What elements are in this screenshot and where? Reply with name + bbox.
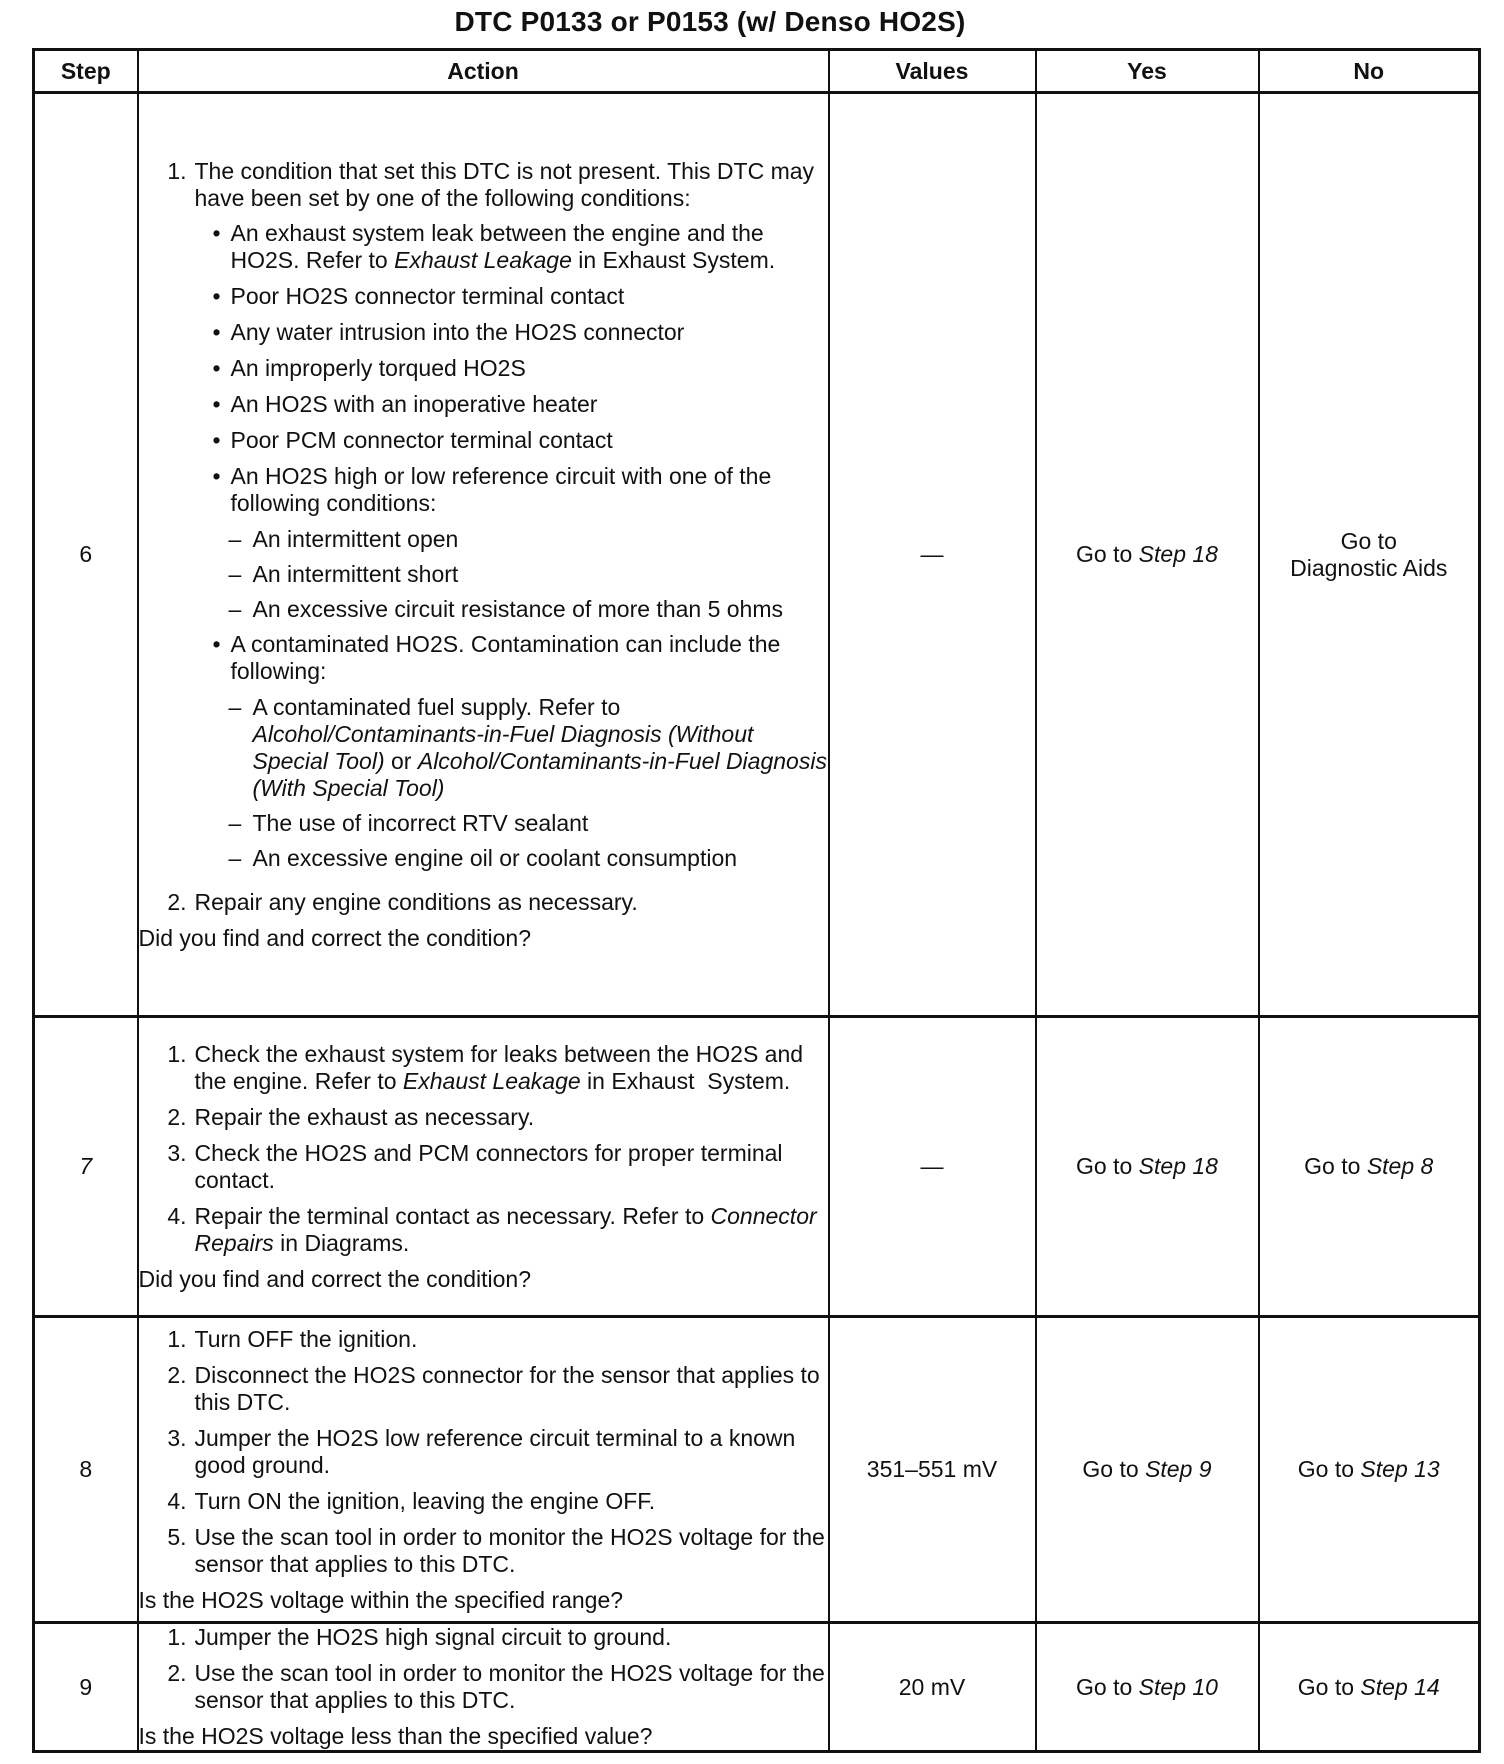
step-index: 1. [167, 1624, 187, 1650]
yes-cell [1036, 1623, 1259, 1752]
dash-text: An intermittent short [252, 560, 459, 587]
header-yes: Yes [1036, 50, 1259, 93]
bullet-icon: • [212, 219, 221, 246]
step-index: 1. [167, 157, 187, 184]
step-text: The condition that set this DTC is not present. This DTC may have been set by one of the following conditions: [194, 157, 815, 211]
action-step [139, 1660, 828, 1714]
bullet-item [195, 427, 828, 454]
text: Repair the terminal contact as necessary. Refer to [194, 1202, 711, 1229]
value-cell [829, 1317, 1036, 1623]
bullet-text: An HO2S high or low reference circuit with one of the following conditions: [230, 462, 772, 516]
yes-cell [1036, 1017, 1259, 1317]
bullet-item [195, 463, 828, 517]
bullet-item [195, 319, 828, 346]
bullet-item [195, 391, 828, 418]
text: in Exhaust System. [571, 246, 776, 273]
bullet-item [195, 355, 828, 382]
value-cell [829, 93, 1036, 1017]
step-ref: Step 10 [1138, 1673, 1218, 1700]
text: Go to [1297, 1456, 1361, 1482]
step-number: 8 [34, 1317, 138, 1623]
reference-link[interactable]: Alcohol/Contaminants-in-Fuel Diagnosis (With Special Tool) [252, 747, 827, 801]
text: Diagnostic Aids [1290, 554, 1448, 581]
step-index: 2. [167, 1103, 187, 1130]
yes-link[interactable] [1076, 541, 1218, 567]
action-step [139, 1104, 828, 1131]
step-number: 7 [34, 1017, 138, 1317]
no-link[interactable] [1298, 1456, 1440, 1482]
dash-item [229, 810, 828, 837]
bullet-item [195, 220, 828, 274]
value-cell [829, 1017, 1036, 1317]
step-index: 1. [167, 1040, 187, 1067]
value-text: 351–551 mV [866, 1456, 998, 1482]
no-cell [1259, 1017, 1480, 1317]
action-step [139, 1624, 828, 1651]
yes-link[interactable] [1076, 1674, 1218, 1700]
header-step: Step [34, 50, 138, 93]
question-text: Did you find and correct the condition? [138, 924, 532, 951]
no-link[interactable] [1304, 1153, 1433, 1179]
step-index: 4. [167, 1202, 187, 1229]
header-action: Action [138, 50, 829, 93]
no-link[interactable] [1298, 1674, 1440, 1700]
action-cell [138, 1017, 829, 1317]
bullet-text: Poor PCM connector terminal contact [230, 426, 613, 453]
no-cell [1259, 1623, 1480, 1752]
text: Go to [1340, 527, 1397, 554]
action-step [139, 1488, 828, 1515]
step-text: Check the HO2S and PCM connectors for proper terminal contact. [194, 1139, 783, 1193]
step-text: Jumper the HO2S high signal circuit to ground. [194, 1624, 672, 1650]
bullet-icon: • [212, 462, 221, 489]
step-index: 2. [167, 1361, 187, 1388]
reference-link[interactable]: Exhaust Leakage [394, 246, 572, 273]
bullet-icon: • [212, 426, 221, 453]
step-text: Use the scan tool in order to monitor the HO2S voltage for the sensor that applies to this DTC. [194, 1523, 825, 1577]
dash-text: The use of incorrect RTV sealant [252, 809, 589, 836]
step-ref: Step 18 [1138, 541, 1218, 567]
dash-text: An intermittent open [252, 525, 459, 552]
bullet-icon: • [212, 282, 221, 309]
text: Go to [1076, 1673, 1139, 1700]
text: An exhaust system leak between the engine and the HO2S. Refer to [230, 219, 764, 273]
bullet-item [195, 631, 828, 685]
text: in Diagrams. [273, 1229, 410, 1256]
dash-item [229, 561, 828, 588]
value-text: 20 mV [898, 1673, 966, 1700]
dash-text: An excessive circuit resistance of more than 5 ohms [252, 595, 784, 622]
dash-icon: – [228, 560, 242, 587]
question-text: Did you find and correct the condition? [138, 1265, 532, 1292]
table-header-row [34, 50, 1480, 93]
action-step [139, 1203, 828, 1257]
dash-item [229, 694, 828, 802]
step-text: Jumper the HO2S low reference circuit terminal to a known good ground. [194, 1424, 796, 1478]
reference-link[interactable]: Exhaust Leakage [402, 1067, 581, 1094]
step-text: Repair the exhaust as necessary. [194, 1103, 535, 1130]
text: Go to [1297, 1673, 1361, 1700]
text: Go to [1076, 1153, 1139, 1179]
bullet-text: A contaminated HO2S. Contamination can include the following: [230, 630, 781, 684]
value-text: — [920, 1153, 944, 1179]
action-step [139, 158, 828, 880]
step-ref: Step 9 [1145, 1456, 1212, 1482]
action-step [139, 1425, 828, 1479]
step-number: 6 [34, 93, 138, 1017]
text: A contaminated fuel supply. Refer to [252, 693, 621, 720]
dash-icon: – [228, 525, 242, 552]
no-cell [1259, 93, 1480, 1017]
step-ref: Step 13 [1360, 1456, 1440, 1482]
no-cell [1259, 1317, 1480, 1623]
step-index: 2. [167, 888, 187, 915]
step-ref: Step 18 [1138, 1153, 1218, 1179]
dash-icon: – [228, 809, 242, 836]
bullet-text: Any water intrusion into the HO2S connector [230, 318, 685, 345]
dash-item [229, 596, 828, 623]
yes-cell [1036, 93, 1259, 1017]
question-text: Is the HO2S voltage within the specified range? [138, 1586, 624, 1613]
step-number: 9 [34, 1623, 138, 1752]
action-cell [138, 1317, 829, 1623]
step-index: 5. [167, 1523, 187, 1550]
bullet-text: Poor HO2S connector terminal contact [230, 282, 625, 309]
step-text: Repair any engine conditions as necessary. [194, 888, 638, 915]
bullet-icon: • [212, 390, 221, 417]
table-row-step-6 [34, 93, 1480, 1017]
step-index: 2. [167, 1660, 187, 1686]
text: Go to [1082, 1456, 1146, 1482]
table-row-step-9 [34, 1623, 1480, 1752]
bullet-icon: • [212, 630, 221, 657]
no-link[interactable] [1290, 528, 1447, 581]
bullet-icon: • [212, 354, 221, 381]
action-step [139, 1524, 828, 1578]
step-text: Disconnect the HO2S connector for the sensor that applies to this DTC. [194, 1361, 820, 1415]
header-no: No [1259, 50, 1480, 93]
action-cell [138, 1623, 829, 1752]
yes-link[interactable] [1076, 1153, 1218, 1179]
dash-item [229, 845, 828, 872]
action-step [139, 889, 828, 916]
yes-link[interactable] [1082, 1456, 1211, 1482]
action-step [139, 1140, 828, 1194]
header-values: Values [829, 50, 1036, 93]
step-text: Use the scan tool in order to monitor the HO2S voltage for the sensor that applies to this DTC. [194, 1660, 825, 1713]
step-text: Turn OFF the ignition. [194, 1325, 418, 1352]
bullet-item [195, 283, 828, 310]
table-row-step-7 [34, 1017, 1480, 1317]
yes-cell [1036, 1317, 1259, 1623]
question-text: Is the HO2S voltage less than the specified value? [138, 1723, 653, 1749]
bullet-icon: • [212, 318, 221, 345]
dash-icon: – [228, 693, 242, 720]
step-index: 1. [167, 1325, 187, 1352]
dash-text: An excessive engine oil or coolant consumption [252, 844, 738, 871]
table-row-step-8 [34, 1317, 1480, 1623]
dash-item [229, 526, 828, 553]
step-ref: Step 8 [1366, 1153, 1434, 1179]
text: in Exhaust System. [580, 1067, 791, 1094]
step-ref: Step 14 [1360, 1673, 1440, 1700]
action-step [139, 1041, 828, 1095]
action-cell [138, 93, 829, 1017]
step-text: Turn ON the ignition, leaving the engine OFF. [194, 1487, 656, 1514]
action-step [139, 1326, 828, 1353]
value-cell [829, 1623, 1036, 1752]
text: or [384, 747, 418, 774]
step-index: 3. [167, 1424, 187, 1451]
reference-link[interactable]: Alcohol/Contaminants-in-Fuel Diagnosis (Without Special Tool) [252, 720, 754, 774]
page-title: DTC P0133 or P0153 (w/ Denso HO2S) [454, 6, 966, 37]
text: Check the exhaust system for leaks between the HO2S and the engine. Refer to [194, 1040, 804, 1094]
text: Go to [1304, 1153, 1367, 1179]
dash-icon: – [228, 844, 242, 871]
bullet-text: An improperly torqued HO2S [230, 354, 526, 381]
diagnostic-table [32, 48, 1481, 1753]
text: Go to [1076, 541, 1139, 567]
action-step [139, 1362, 828, 1416]
value-text: — [920, 541, 944, 567]
step-index: 4. [167, 1487, 187, 1514]
dash-icon: – [228, 595, 242, 622]
bullet-text: An HO2S with an inoperative heater [230, 390, 598, 417]
step-index: 3. [167, 1139, 187, 1166]
reference-link[interactable]: Connector Repairs [194, 1202, 817, 1256]
